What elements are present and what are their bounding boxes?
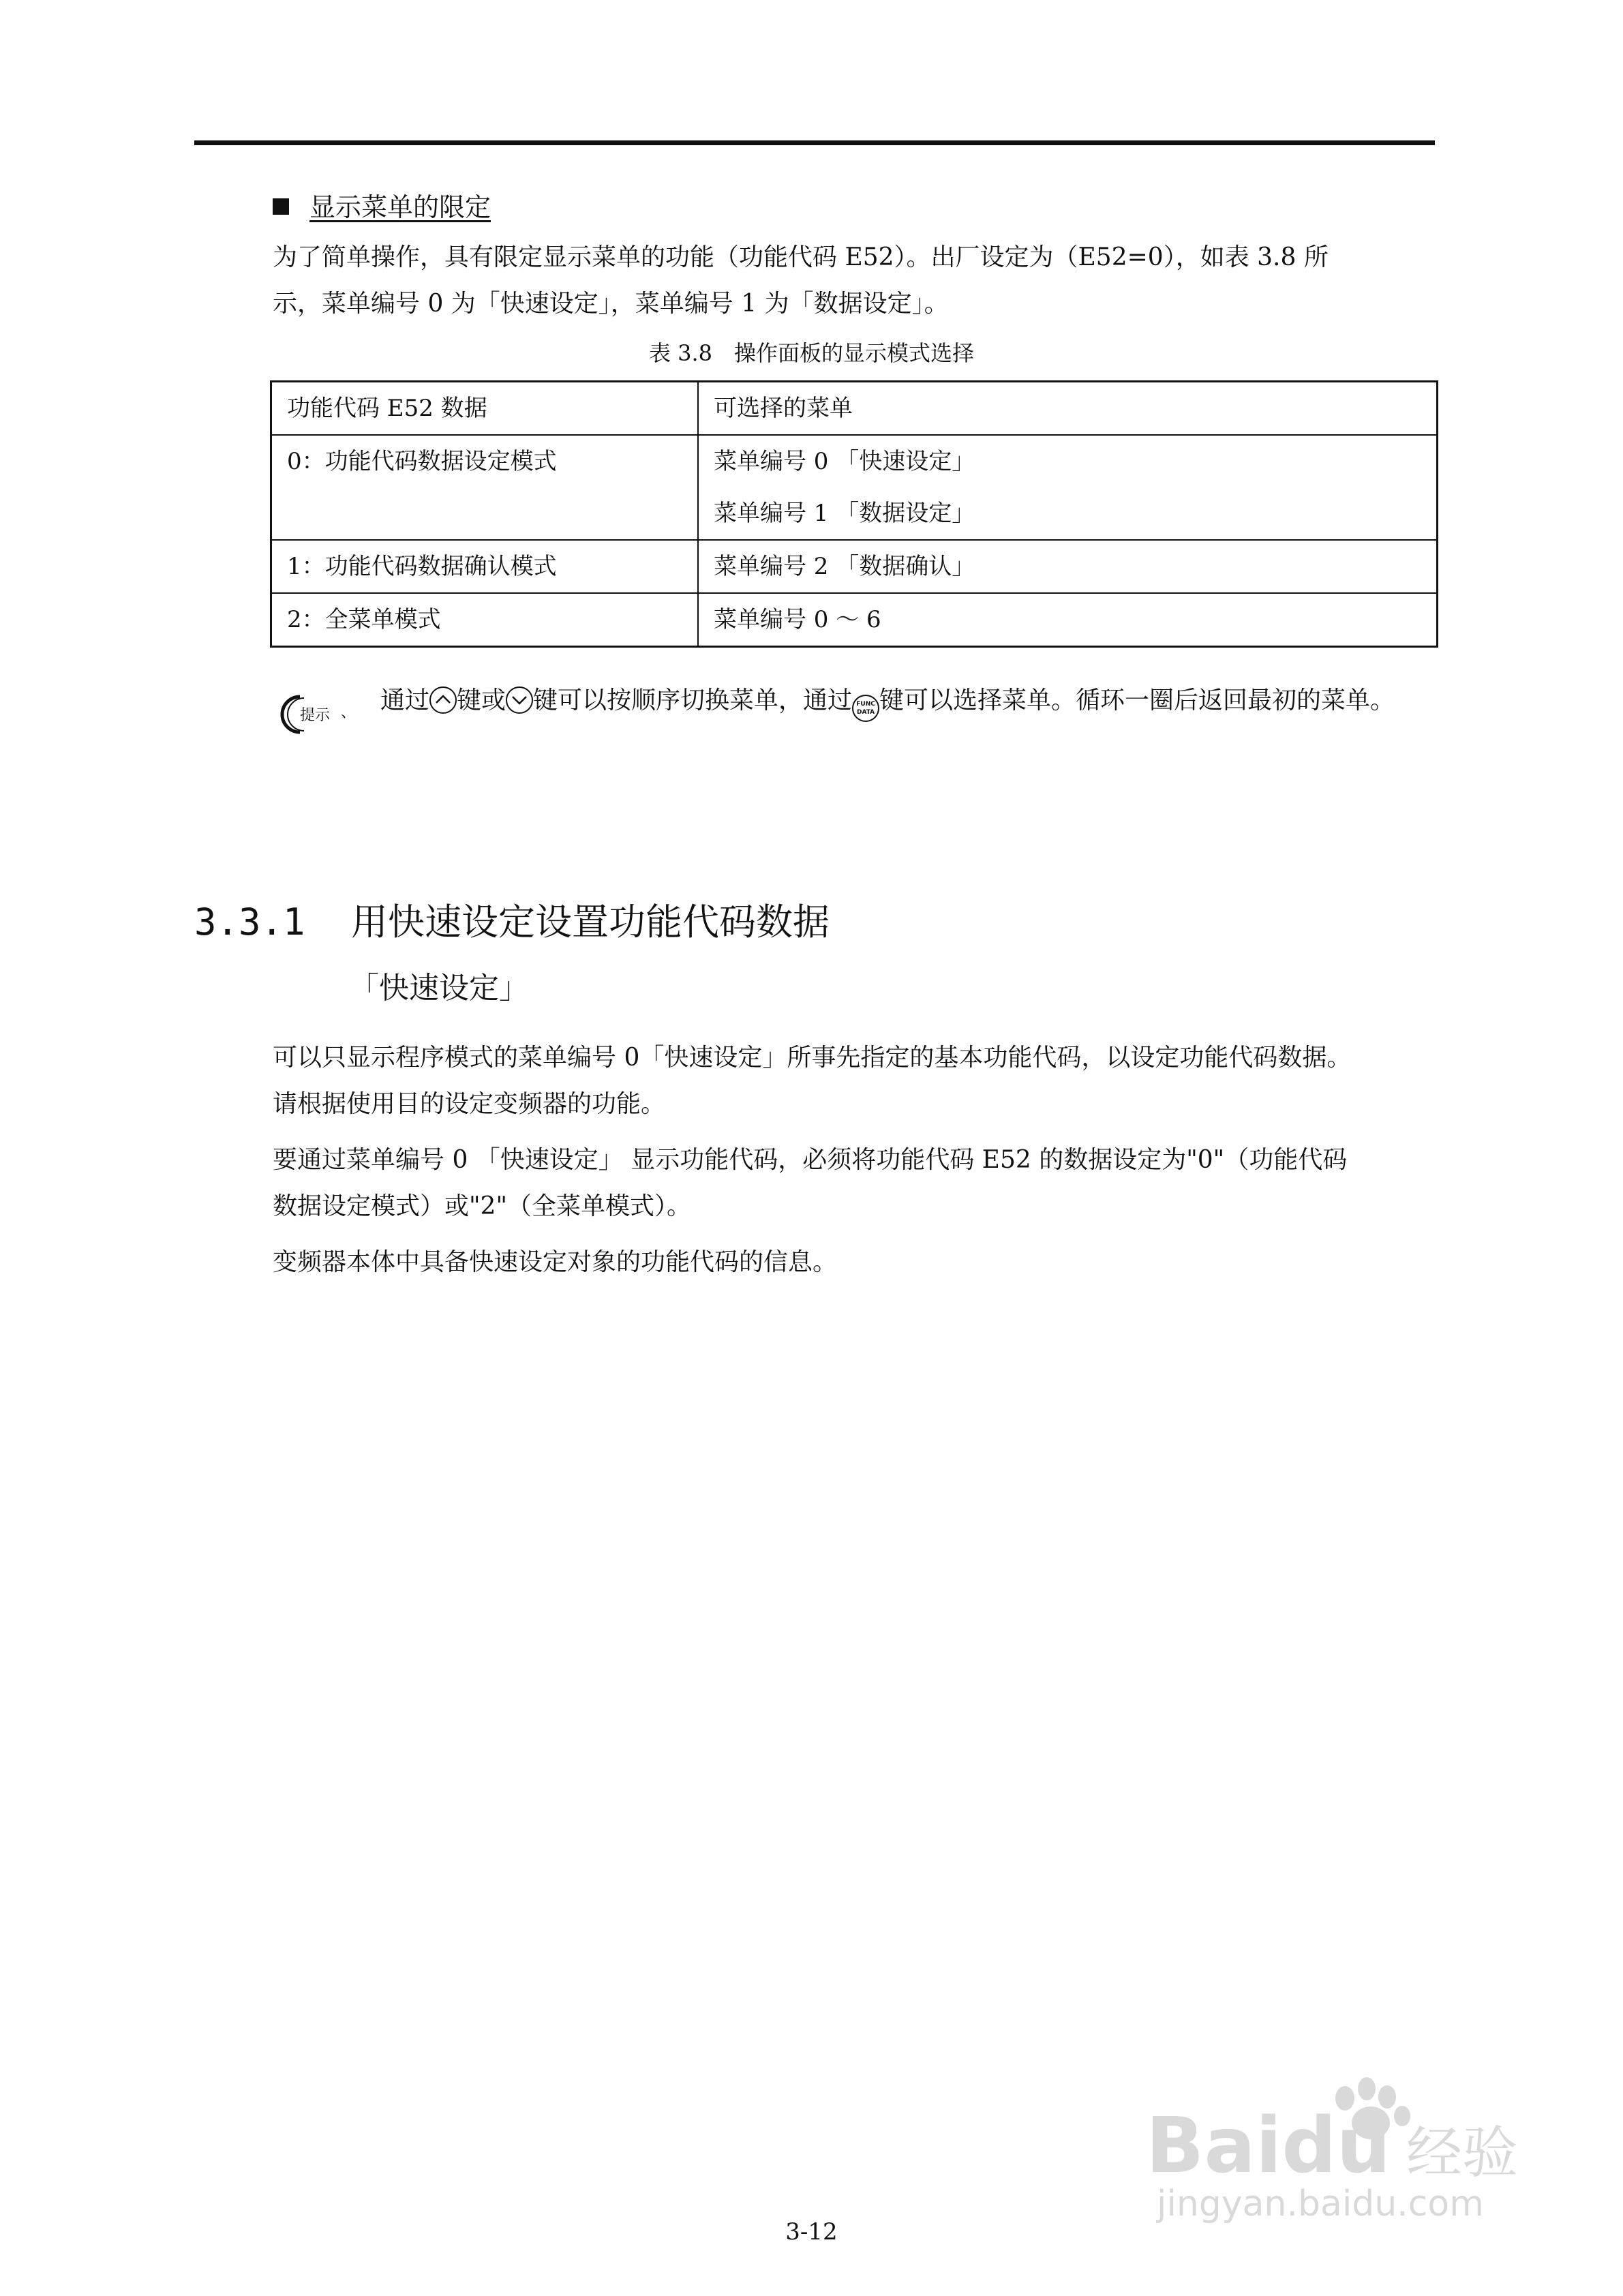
watermark-label: 经验 [1406,2121,1519,2186]
table-row [271,593,1438,647]
hint-icon [273,690,357,738]
section-heading: 显示菜单的限定 [273,190,491,225]
cell-data: 0：功能代码数据设定模式 [271,435,699,540]
header-e52-data: 功能代码 E52 数据 [271,382,699,436]
body-line-1: 可以只显示程序模式的菜单编号 0「快速设定」所事先指定的基本功能代码，以设定功能代码数据。 [273,1044,1352,1072]
watermark-brand: Baidu [1146,2102,1391,2190]
menu-entry: 菜单编号 0 「快速设定」 [714,448,975,475]
cell-menus: 菜单编号 2 「数据确认」 [698,540,1438,593]
intro-line-2: 示，菜单编号 0 为「快速设定」，菜单编号 1 为「数据设定」。 [273,290,949,318]
page-number: 3-12 [785,2218,838,2246]
cell-data: 1：功能代码数据确认模式 [271,540,699,593]
header-menus: 可选择的菜单 [698,382,1438,436]
hint-text: 通过 键或 键可以按顺序切换菜单，通过 FUNC DATA 键可以选择菜单。循环一圈后返回最初的菜单。 [380,678,1444,724]
baidu-watermark [1140,2070,1522,2226]
body-line-4: 数据设定模式）或"2"（全菜单模式）。 [273,1192,692,1220]
table-row [271,435,1438,540]
body-line-5: 变频器本体中具备快速设定对象的功能代码的信息。 [273,1248,838,1276]
table-caption: 表 3.8 操作面板的显示模式选择 [648,340,975,366]
cell-menus [698,435,1438,540]
up-key-icon [429,686,457,714]
svg-text:、: 、 [341,704,357,721]
chapter-title: 用快速设定设置功能代码数据 [351,901,830,943]
display-mode-table [270,380,1438,648]
top-rule [194,140,1435,145]
body-line-3: 要通过菜单编号 0 「快速设定」 显示功能代码，必须将功能代码 E52 的数据设定为"0"（功能代码 [273,1146,1348,1174]
intro-line-1: 为了简单操作，具有限定显示菜单的功能（功能代码 E52）。出厂设定为（E52=0），如表 3.8 所 [273,243,1329,271]
square-bullet-icon [273,198,289,215]
table-header-row [271,382,1438,436]
chapter-subtitle: 「快速设定」 [349,971,529,1006]
menu-entry: 菜单编号 1 「数据设定」 [714,500,975,527]
down-key-icon [506,686,533,714]
body-line-2: 请根据使用目的设定变频器的功能。 [273,1090,666,1118]
hint-label: 提示 [300,707,331,724]
func-data-key-icon: FUNC DATA [852,695,879,722]
table-row [271,540,1438,593]
cell-menus: 菜单编号 0 ～ 6 [698,593,1438,647]
chapter-heading [194,898,830,946]
chapter-number: 3.3.1 [194,901,305,943]
watermark-url: jingyan.baidu.com [1157,2184,1484,2224]
cell-data: 2：全菜单模式 [271,593,699,647]
